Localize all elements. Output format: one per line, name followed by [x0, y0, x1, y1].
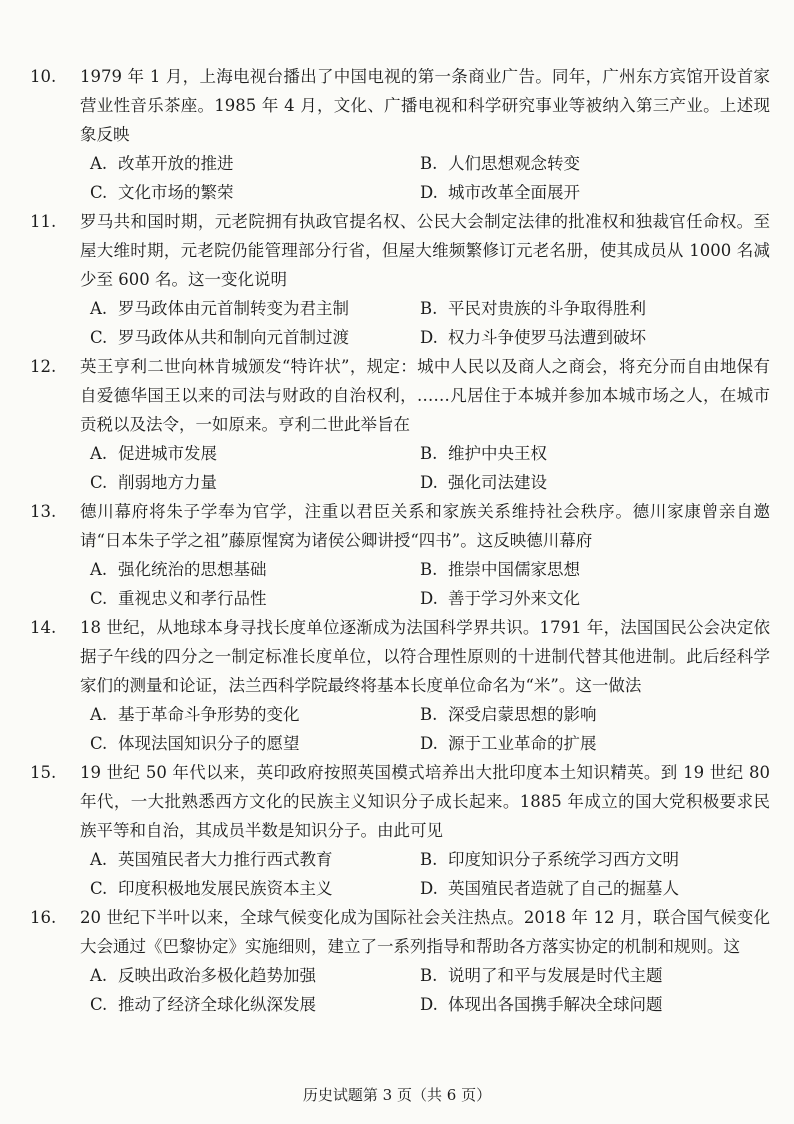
option-d: D. 体现出各国携手解决全球问题	[420, 995, 663, 1014]
question-stem	[30, 903, 770, 961]
question-stem	[30, 62, 770, 149]
question-text: 20 世纪下半叶以来，全球气候变化成为国际社会关注热点。2018 年 12 月，联合国气候变化大会通过《巴黎协定》实施细则，建立了一系列指导和帮助各方落实协定的机制和规则。这	[80, 908, 770, 956]
option-list	[30, 149, 770, 207]
option-list	[30, 700, 770, 758]
question-text: 英王亨利二世向林肯城颁发“特许状”，规定：城中人民以及商人之商会，将充分而自由地保有自爱德华国王以来的司法与财政的自治权利，……凡居住于本城并参加本城市场之人，在城市贡税以及法令，一如原来。亨利二世此举旨在	[80, 357, 770, 434]
option-a: A. 强化统治的思想基础	[90, 560, 267, 579]
page-footer: 历史试题第 3 页（共 6 页）	[302, 1086, 492, 1104]
option-d: D. 城市改革全面展开	[420, 183, 580, 202]
option-b: B. 平民对贵族的斗争取得胜利	[420, 299, 646, 318]
question-10	[30, 62, 770, 207]
option-list	[30, 845, 770, 903]
option-d: D. 英国殖民者造就了自己的掘墓人	[420, 879, 679, 898]
question-number: 10.	[30, 67, 57, 86]
option-c: C. 推动了经济全球化纵深发展	[90, 995, 316, 1014]
option-d: D. 善于学习外来文化	[420, 589, 580, 608]
option-c: C. 印度积极地发展民族资本主义	[90, 879, 333, 898]
question-text: 19 世纪 50 年代以来，英印政府按照英国模式培养出大批印度本土知识精英。到 19 世纪 80 年代，一大批熟悉西方文化的民族主义知识分子成长起来。1885 年成立的国大党积极要求民族平等和自治，其成员半数是知识分子。由此可见	[80, 763, 770, 840]
option-c: C. 体现法国知识分子的愿望	[90, 734, 300, 753]
option-b: B. 说明了和平与发展是时代主题	[420, 966, 663, 985]
option-list	[30, 294, 770, 352]
question-list	[30, 62, 770, 1019]
question-16	[30, 903, 770, 1019]
question-12	[30, 352, 770, 497]
option-b: B. 印度知识分子系统学习西方文明	[420, 850, 679, 869]
question-stem	[30, 207, 770, 294]
question-14	[30, 613, 770, 758]
question-stem	[30, 352, 770, 439]
option-c: C. 重视忠义和孝行品性	[90, 589, 267, 608]
question-number: 15.	[30, 763, 57, 782]
question-15	[30, 758, 770, 903]
option-b: B. 推崇中国儒家思想	[420, 560, 580, 579]
option-c: C. 罗马政体从共和制向元首制过渡	[90, 328, 349, 347]
option-a: A. 英国殖民者大力推行西式教育	[90, 850, 333, 869]
question-11	[30, 207, 770, 352]
question-stem	[30, 497, 770, 555]
question-stem	[30, 613, 770, 700]
question-number: 11.	[30, 212, 57, 231]
option-a: A. 罗马政体由元首制转变为君主制	[90, 299, 349, 318]
option-a: A. 反映出政治多极化趋势加强	[90, 966, 316, 985]
option-a: A. 基于革命斗争形势的变化	[90, 705, 300, 724]
option-d: D. 权力斗争使罗马法遭到破坏	[420, 328, 646, 347]
option-b: B. 深受启蒙思想的影响	[420, 705, 597, 724]
question-text: 18 世纪，从地球本身寻找长度单位逐渐成为法国科学界共识。1791 年，法国国民公会决定依据子午线的四分之一制定标准长度单位，以符合理性原则的十进制代替其他进制。此后经科学家们的测量和论证，法兰西科学院最终将基本长度单位命名为“米”。这一做法	[80, 618, 770, 695]
question-text: 德川幕府将朱子学奉为官学，注重以君臣关系和家族关系维持社会秩序。德川家康曾亲自邀请“日本朱子学之祖”藤原惺窝为诸侯公卿讲授“四书”。这反映德川幕府	[80, 502, 770, 550]
option-a: A. 促进城市发展	[90, 444, 217, 463]
question-13	[30, 497, 770, 613]
question-number: 14.	[30, 618, 57, 637]
question-number: 13.	[30, 502, 57, 521]
option-b: B. 维护中央王权	[420, 444, 547, 463]
question-number: 12.	[30, 357, 57, 376]
option-b: B. 人们思想观念转变	[420, 154, 580, 173]
option-d: D. 源于工业革命的扩展	[420, 734, 597, 753]
option-a: A. 改革开放的推进	[90, 154, 234, 173]
option-list	[30, 961, 770, 1019]
question-stem	[30, 758, 770, 845]
question-number: 16.	[30, 908, 57, 927]
option-list	[30, 555, 770, 613]
question-text: 罗马共和国时期，元老院拥有执政官提名权、公民大会制定法律的批准权和独裁官任命权。至屋大维时期，元老院仍能管理部分行省，但屋大维频繁修订元老名册，使其成员从 1000 名减少至 600 名。这一变化说明	[80, 212, 770, 289]
option-list	[30, 439, 770, 497]
option-c: C. 削弱地方力量	[90, 473, 217, 492]
option-c: C. 文化市场的繁荣	[90, 183, 234, 202]
option-d: D. 强化司法建设	[420, 473, 547, 492]
question-text: 1979 年 1 月，上海电视台播出了中国电视的第一条商业广告。同年，广州东方宾馆开设首家营业性音乐茶座。1985 年 4 月，文化、广播电视和科学研究事业等被纳入第三产业。上述现象反映	[80, 67, 770, 144]
